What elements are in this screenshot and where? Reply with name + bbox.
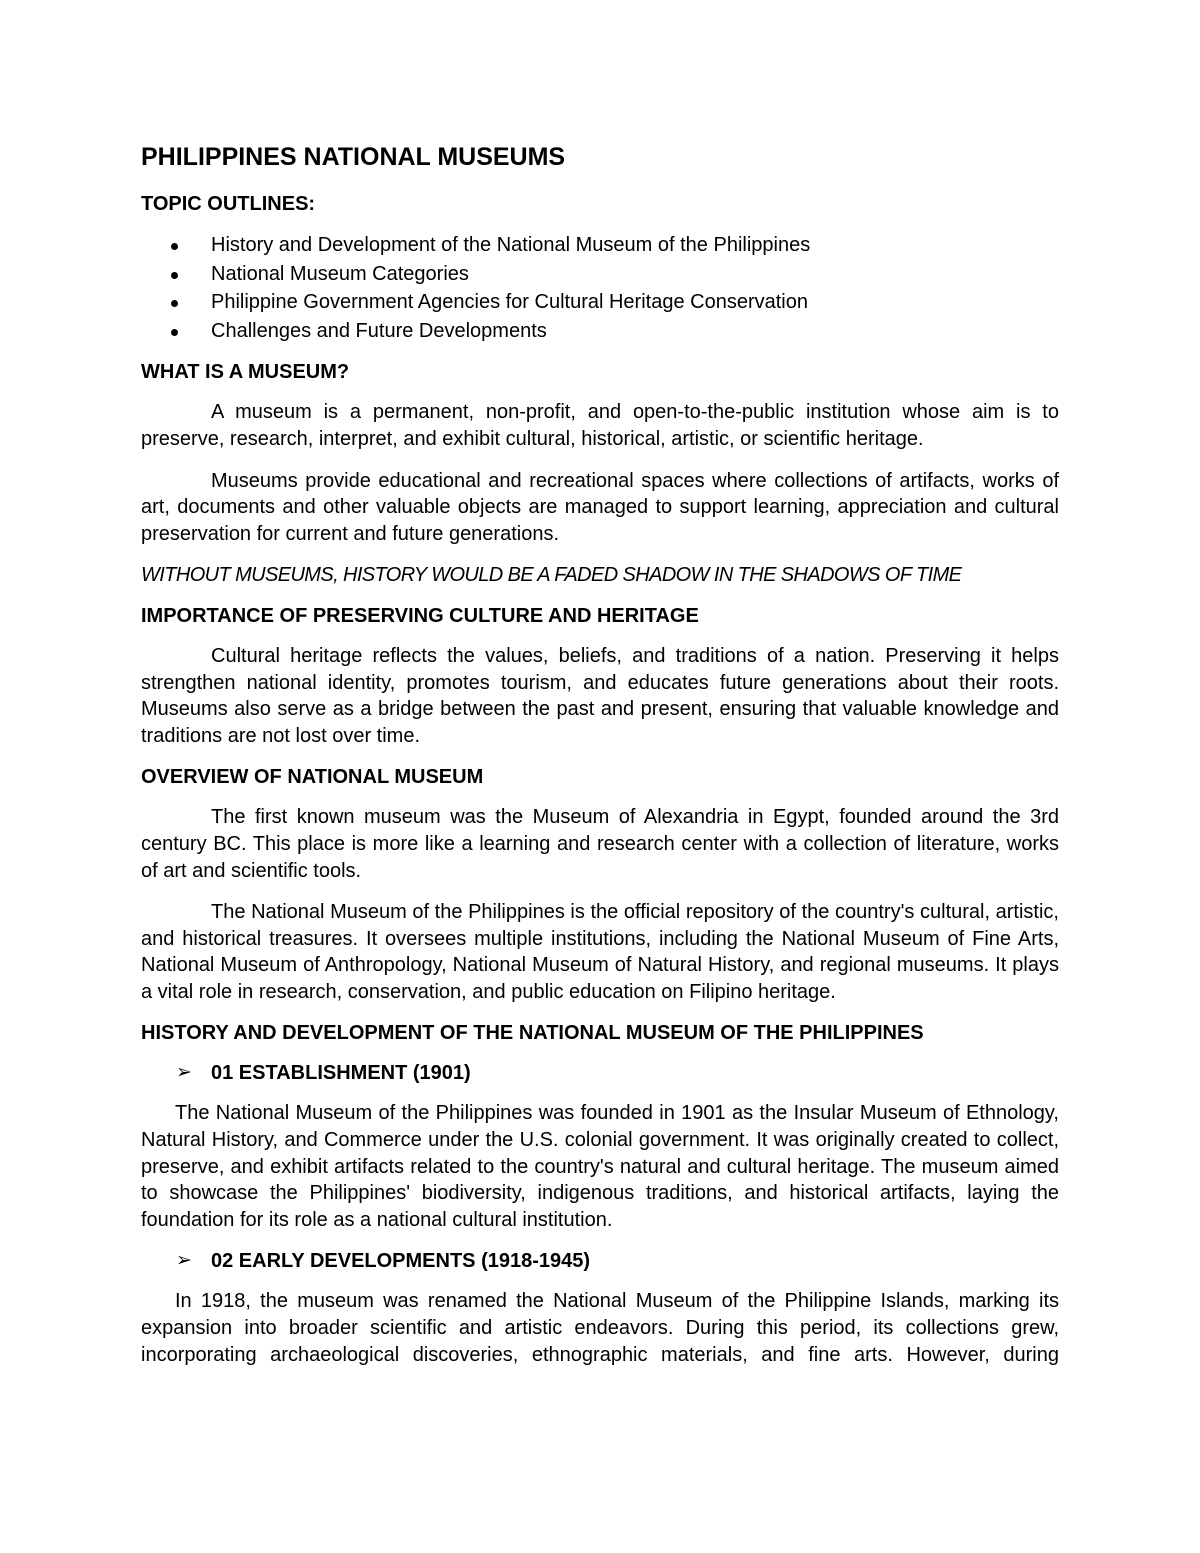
bullet-icon [171,329,178,336]
establishment-paragraph: The National Museum of the Philippines was founded in 1901 as the Insular Museum of Ethnology, Natural History, and Commerce under the U.S. colonial government. It was originally created to collect, preserve, and exhibit artifacts related to the country's natural and cultural heritage. The museum aimed to showcase the Philippines' biodiversity, indigenous traditions, and historical artifacts, laying the foundation for its role as a national cultural institution. [141,1102,1059,1231]
importance-paragraph: Cultural heritage reflects the values, beliefs, and traditions of a nation. Preserving it helps strengthen national identity, promotes tourism, and educates future generations about their roots. Museums also serve as a bridge between the past and present, ensuring that valuable knowledge and traditions are not lost over time. [141,644,1059,747]
what-is-museum-paragraph-1: A museum is a permanent, non-profit, and open-to-the-public institution whose aim is to preserve, research, interpret, and exhibit cultural, historical, artistic, or scientific heritage. [141,401,1059,450]
topic-outline-list [141,231,1059,345]
document-title: PHILIPPINES NATIONAL MUSEUMS [141,143,566,171]
list-item: Philippine Government Agencies for Cultural Heritage Conservation [141,288,1059,317]
arrow-bullet-icon: ➢ [176,1062,192,1084]
what-is-museum-heading: WHAT IS A MUSEUM? [141,361,350,384]
overview-heading: OVERVIEW OF NATIONAL MUSEUM [141,766,484,789]
bullet-icon [171,243,178,250]
arrow-bullet-icon: ➢ [176,1250,192,1272]
bullet-icon [171,300,178,307]
overview-paragraph-2: The National Museum of the Philippines is the official repository of the country's cultural, artistic, and historical treasures. It oversees multiple institutions, including the National Museum of Fine Arts, National Museum of Anthropology, National Museum of Natural History, and regional museums. It plays a vital role in research, conservation, and public education on Filipino heritage. [141,901,1059,1003]
history-heading: HISTORY AND DEVELOPMENT OF THE NATIONAL MUSEUM OF THE PHILIPPINES [141,1022,924,1045]
establishment-subheading: ➢ 01 ESTABLISHMENT (1901) [176,1062,471,1085]
early-developments-subheading: ➢ 02 EARLY DEVELOPMENTS (1918-1945) [176,1250,591,1273]
museum-quote: WITHOUT MUSEUMS, HISTORY WOULD BE A FADED SHADOW IN THE SHADOWS OF TIME [141,564,962,587]
list-item: Challenges and Future Developments [141,317,1059,346]
bullet-icon [171,272,178,279]
topic-outlines-heading: TOPIC OUTLINES: [141,193,316,215]
document-page [141,140,1059,1383]
what-is-museum-paragraph-2: Museums provide educational and recreational spaces where collections of artifacts, works of art, documents and other valuable objects are managed to support learning, appreciation and cultural preservation for current and future generations. [141,469,1059,545]
list-item: National Museum Categories [141,260,1059,289]
overview-paragraph-1: The first known museum was the Museum of Alexandria in Egypt, founded around the 3rd century BC. This place is more like a learning and research center with a collection of literature, works of art and scientific tools. [141,806,1059,882]
list-item: History and Development of the National Museum of the Philippines [141,231,1059,260]
early-developments-paragraph: In 1918, the museum was renamed the National Museum of the Philippine Islands, marking its expansion into broader scientific and artistic endeavors. During this period, its collections grew, incorporating archaeological discoveries, ethnographic materials, and fine arts. However, during [141,1290,1059,1366]
importance-heading: IMPORTANCE OF PRESERVING CULTURE AND HERITAGE [141,604,699,627]
